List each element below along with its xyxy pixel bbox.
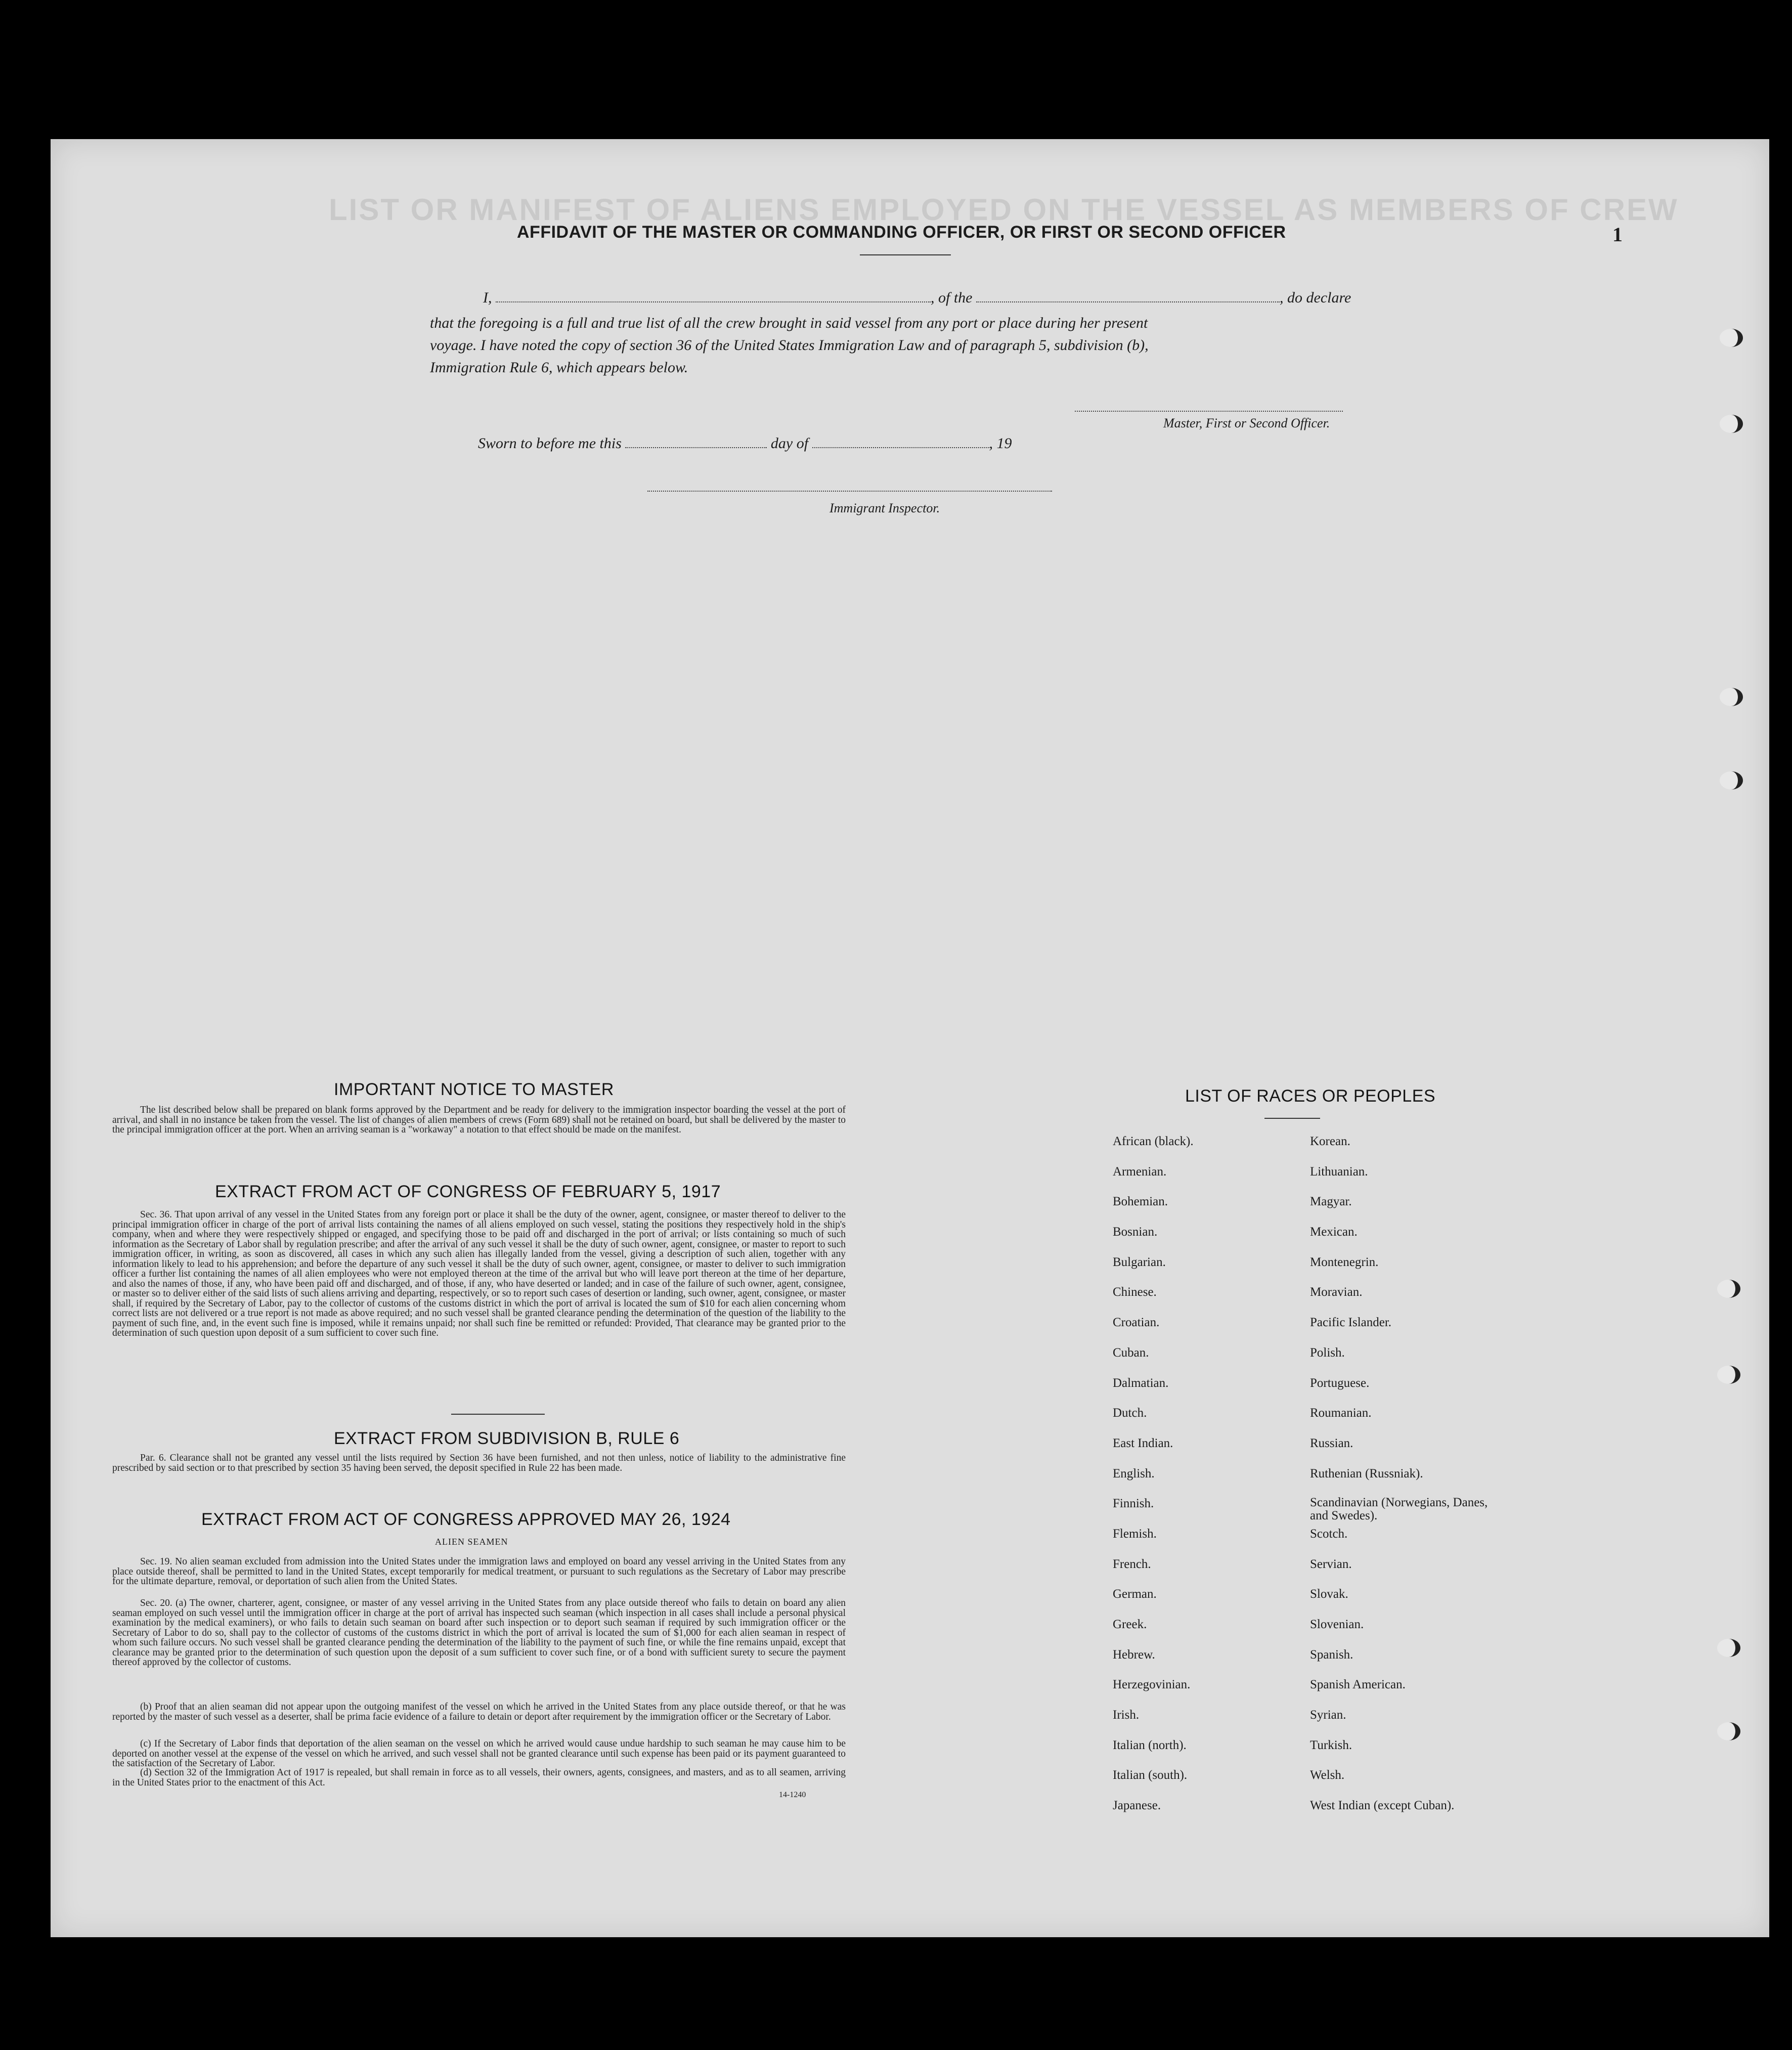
race-item: Irish. (1113, 1708, 1140, 1722)
race-item: Dutch. (1113, 1406, 1147, 1420)
year-label: , 19 (989, 435, 1012, 452)
race-item: Mexican. (1310, 1225, 1358, 1239)
inspector-signature-line[interactable] (647, 491, 1052, 492)
race-item: Spanish. (1310, 1647, 1353, 1662)
race-item: Italian (south). (1113, 1768, 1188, 1782)
race-item: West Indian (except Cuban). (1310, 1799, 1455, 1813)
punch-hole-icon (1720, 329, 1743, 347)
sworn-label: Sworn to before me this (478, 435, 622, 452)
race-item: Greek. (1113, 1618, 1147, 1631)
alien-seamen-subtitle: ALIEN SEAMEN (435, 1537, 508, 1547)
race-item: East Indian. (1113, 1436, 1173, 1450)
day-of-label: day of (770, 435, 809, 452)
document-page (51, 139, 1769, 1937)
section-divider (451, 1414, 545, 1415)
race-item: Moravian. (1310, 1285, 1363, 1299)
affidavit-line2: that the foregoing is a full and true list of all the crew brought in said vessel from any port or place during her present (430, 315, 1148, 331)
races-column-2 (1310, 1134, 1502, 1828)
race-item: Bulgarian. (1113, 1255, 1166, 1269)
race-item: Herzegovinian. (1113, 1678, 1191, 1692)
race-item: Magyar. (1310, 1195, 1352, 1209)
race-item: Spanish American. (1310, 1678, 1406, 1692)
punch-hole-icon (1717, 1639, 1740, 1657)
race-item: Welsh. (1310, 1768, 1345, 1782)
notice-text: The list described below shall be prepared on blank forms approved by the Department and be ready for delivery to the immigration inspector boarding the vessel at the port of arrival, and shall in no instance be taken from the vessel. The list of changes of alien members of crews (Form 689) shall not be retained on board, but shall be delivered by the master to the principal immigration officer at the port. When an arriving seaman is a "workaway" a notation to that effect should be made on the manifest. (112, 1105, 846, 1135)
name-blank[interactable] (496, 301, 931, 302)
day-blank[interactable] (625, 447, 767, 448)
do-declare-label: , do declare (1280, 289, 1351, 306)
sec20d-text: (d) Section 32 of the Immigration Act of 1917 is repealed, but shall remain in force as to all vessels, their owners, agents, consignees, and masters, and as to all seamen, arriving in the United States prior to the enactment of this Act. (112, 1767, 846, 1788)
extract-rule6-title: EXTRACT FROM SUBDIVISION B, RULE 6 (334, 1429, 680, 1448)
race-item: Korean. (1310, 1135, 1350, 1148)
affidavit-line1 (483, 289, 1388, 307)
punch-hole-icon (1717, 1722, 1740, 1740)
notice-title: IMPORTANT NOTICE TO MASTER (334, 1080, 614, 1099)
race-item: African (black). (1113, 1135, 1194, 1148)
race-item: Finnish. (1113, 1497, 1154, 1511)
punch-hole-icon (1717, 1280, 1740, 1298)
punch-hole-icon (1717, 1366, 1740, 1384)
race-item: Servian. (1310, 1557, 1352, 1571)
race-item: Turkish. (1310, 1738, 1352, 1752)
sec20b-text: (b) Proof that an alien seaman did not appear upon the outgoing manifest of the vessel on which he arrived in the United States from any place outside thereof, or that he was reported by the master of such vessel as a deserter, shall be prima facie evidence of a failure to detain or deport after requirement by the immigration officer or the Secretary of Labor. (112, 1702, 846, 1722)
affidavit-body (430, 312, 1391, 379)
punch-hole-icon (1720, 688, 1743, 706)
race-item: Syrian. (1310, 1708, 1346, 1722)
races-divider (1264, 1118, 1320, 1119)
extract-1917-text: Sec. 36. That upon arrival of any vessel in the United States from any foreign port or place it shall be the duty of the owner, agent, consignee, or master thereof to deliver to the principal immigration officer in charge of the port of arrival lists containing the names of all aliens employed on such vessel, stating the positions they respectively hold in the ship's company, when and where they were respectively shipped or engaged, and specifying those to be paid off and discharged in the port of arrival; or lists containing so much of such information as the Secretary of Labor shall by regulation prescribe; and after the arrival of any such vessel it shall be the duty of such owner, agent, consignee, or master to report to such immigration officer, in writing, as soon as discovered, all cases in which any such alien has illegally landed from the vessel, giving a description of such alien, together with any information likely to lead to his apprehension; and before the departure of any such vessel it shall be the duty of such owner, agent, consignee, or master to deliver to such immigration officer a further list containing the names of all alien employees who were not employed thereon at the time of the arrival but who will leave port thereon at the time of her departure, and also the names of those, if any, who have been paid off and discharged, and of those, if any, who have deserted or landed; and in case of the failure of such owner, agent, consignee, or master so to deliver either of the said lists of such aliens arriving and departing, respectively, or so to report such cases of desertion or landing, such owner, agent, consignee, or master shall, if required by the Secretary of Labor, pay to the collector of customs of the customs district in which the port of arrival is located the sum of $10 for each alien concerning whom correct lists are not delivered or a true report is not made as above required; and no such vessel shall be granted clearance pending the determination of the question of the liability to the payment of such fine, and, in the event such fine is imposed, while it remains unpaid; nor shall such fine be remitted or refunded: Provided, That clearance may be granted prior to the determination of such question upon deposit of a sum sufficient to cover such fine. (112, 1209, 846, 1338)
extract-rule6-text: Par. 6. Clearance shall not be granted any vessel until the lists required by Section 36 have been furnished, and not then unless, notice of liability to the administrative fine prescribed by said section or to that prescribed by section 35 having been served, the deposit specified in Rule 22 has been made. (112, 1453, 846, 1473)
race-item: Chinese. (1113, 1285, 1157, 1299)
race-item: Japanese. (1113, 1799, 1161, 1813)
race-item: French. (1113, 1557, 1151, 1571)
race-item: Slovenian. (1310, 1618, 1364, 1631)
race-item: Flemish. (1113, 1526, 1157, 1541)
master-caption: Master, First or Second Officer. (1163, 416, 1330, 430)
race-item: Lithuanian. (1310, 1164, 1368, 1179)
race-item: Polish. (1310, 1345, 1345, 1360)
inspector-caption: Immigrant Inspector. (829, 501, 940, 515)
race-item: Scotch. (1310, 1526, 1348, 1541)
race-item: Roumanian. (1310, 1406, 1372, 1420)
sec20c-text: (c) If the Secretary of Labor finds that deportation of the alien seaman on the vessel on which he arrived would cause undue hardship to such seaman he may cause him to be deported on another vessel at the expense of the vessel on which he arrived, and such vessel shall not be granted clearance until such expense has been paid or its payment guaranteed to the satisfaction of the Secretary of Labor. (112, 1738, 846, 1769)
affidavit-line3: voyage. I have noted the copy of section 36 of the United States Immigration Law and of paragraph 5, subdivision (b), (430, 337, 1149, 354)
races-column-1 (1113, 1134, 1194, 1828)
extract-1924-title: EXTRACT FROM ACT OF CONGRESS APPROVED MAY 26, 1924 (201, 1510, 731, 1529)
race-item: Ruthenian (Russniak). (1310, 1466, 1423, 1480)
race-item: Hebrew. (1113, 1647, 1155, 1662)
title-divider (860, 254, 951, 255)
master-signature-line[interactable] (1075, 411, 1343, 412)
sworn-line (478, 435, 1085, 452)
i-label: I, (483, 289, 492, 306)
sec20a-text: Sec. 20. (a) The owner, charterer, agent, consignee, or master of any vessel arriving in the United States from any place outside thereof who fails to detain on board any alien seaman employed on such vessel until the immigration officer in charge at the port of arrival has inspected such seaman (which inspection in all cases shall include a personal physical examination by the medical examiners), or who fails to detain such seaman on board after such inspection or to deport such seaman if required by such immigration officer or the Secretary of Labor to do so, shall pay to the collector of customs of the customs district in which the port of arrival is located the sum of $1,000 for each alien seaman in respect of whom such failure occurs. No such vessel shall be granted clearance pending the determination of the liability to the payment of such fine, or while the fine remains unpaid, except that clearance may be granted prior to the determination of such question upon the deposit of a sum sufficient to cover such fine, or of a bond with sufficient surety to secure the payment thereof approved by the collector of customs. (112, 1598, 846, 1668)
race-item: Bohemian. (1113, 1195, 1168, 1209)
vessel-blank[interactable] (976, 301, 1280, 302)
race-item: Dalmatian. (1113, 1376, 1169, 1390)
sec19-text: Sec. 19. No alien seaman excluded from admission into the United States under the immigration laws and employed on board any vessel arriving in the United States from any place outside thereof, shall be permitted to land in the United States, except temporarily for medical treatment, or pursuant to such regulations as the Secretary of Labor may prescribe for the ultimate departure, removal, or deportation of such alien from the United States. (112, 1556, 846, 1587)
of-the-label: , of the (931, 289, 973, 306)
race-item: Armenian. (1113, 1164, 1167, 1179)
race-item: Pacific Islander. (1310, 1316, 1392, 1330)
bleed-through-header: LIST OR MANIFEST OF ALIENS EMPLOYED ON THE VESSEL AS MEMBERS OF CREW (329, 193, 1679, 227)
race-item: Scandinavian (Norwegians, Danes, and Swedes). (1310, 1496, 1488, 1523)
race-item: Italian (north). (1113, 1738, 1187, 1752)
race-item: Slovak. (1310, 1587, 1348, 1601)
race-item: English. (1113, 1466, 1155, 1480)
race-item: Cuban. (1113, 1345, 1149, 1360)
race-item: Montenegrin. (1310, 1255, 1379, 1269)
race-item: German. (1113, 1587, 1157, 1601)
page-mark: 1 (1612, 223, 1623, 246)
race-item: Portuguese. (1310, 1376, 1370, 1390)
race-item: Russian. (1310, 1436, 1353, 1450)
race-item: Bosnian. (1113, 1225, 1158, 1239)
form-number: 14-1240 (779, 1791, 806, 1799)
affidavit-line4: Immigration Rule 6, which appears below. (430, 359, 688, 376)
affidavit-title: AFFIDAVIT OF THE MASTER OR COMMANDING OFFICER, OR FIRST OR SECOND OFFICER (517, 223, 1286, 242)
month-blank[interactable] (812, 447, 989, 448)
punch-hole-icon (1720, 415, 1743, 433)
punch-hole-icon (1720, 771, 1743, 790)
races-title: LIST OF RACES OR PEOPLES (1185, 1086, 1436, 1106)
race-item: Croatian. (1113, 1316, 1160, 1330)
extract-1917-title: EXTRACT FROM ACT OF CONGRESS OF FEBRUARY 5, 1917 (215, 1182, 721, 1201)
